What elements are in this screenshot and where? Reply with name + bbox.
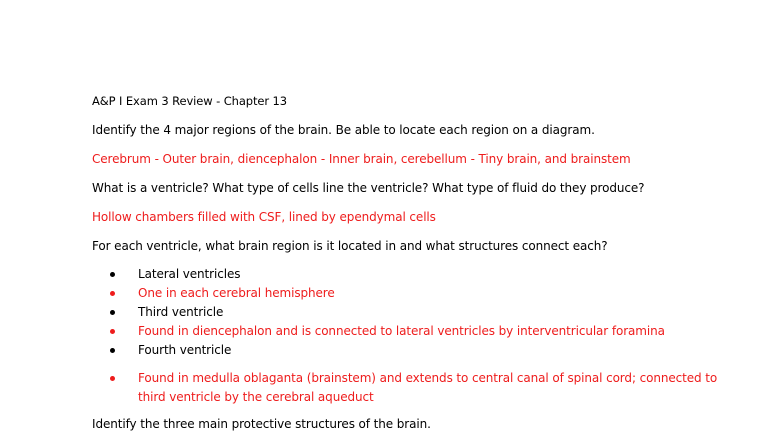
list-item-text: Found in medulla oblaganta (brainstem) and extends to central canal of spinal cord; connected to third ventricle by the cerebral aqueduct: [138, 371, 718, 404]
answer-2: Hollow chambers filled with CSF, lined by ependymal cells: [92, 210, 436, 224]
question-1: Identify the 4 major regions of the brain. Be able to locate each region on a diagram.: [92, 123, 595, 137]
list-item-text: Fourth ventricle: [138, 343, 232, 357]
question-3: For each ventricle, what brain region is it located in and what structures connect each?: [92, 239, 608, 253]
answer-1: Cerebrum - Outer brain, diencephalon - Inner brain, cerebellum - Tiny brain, and brainstem: [92, 152, 631, 166]
list-item: [110, 369, 730, 407]
list-item-text: Lateral ventricles: [138, 267, 241, 281]
bullet-icon: [110, 310, 115, 315]
list-item-text: Third ventricle: [138, 305, 224, 319]
bullet-icon: [110, 348, 115, 353]
list-item-text: One in each cerebral hemisphere: [138, 286, 335, 300]
bullet-icon: [110, 272, 115, 277]
bullet-icon: [110, 291, 115, 296]
bullet-icon: [110, 329, 115, 334]
question-4: Identify the three main protective structures of the brain.: [92, 417, 431, 431]
list-item-text: Found in diencephalon and is connected to lateral ventricles by interventricular foramina: [138, 324, 665, 338]
bullet-icon: [110, 376, 115, 381]
question-2: What is a ventricle? What type of cells line the ventricle? What type of fluid do they produce?: [92, 181, 645, 195]
document-title: A&P I Exam 3 Review - Chapter 13: [92, 94, 287, 108]
